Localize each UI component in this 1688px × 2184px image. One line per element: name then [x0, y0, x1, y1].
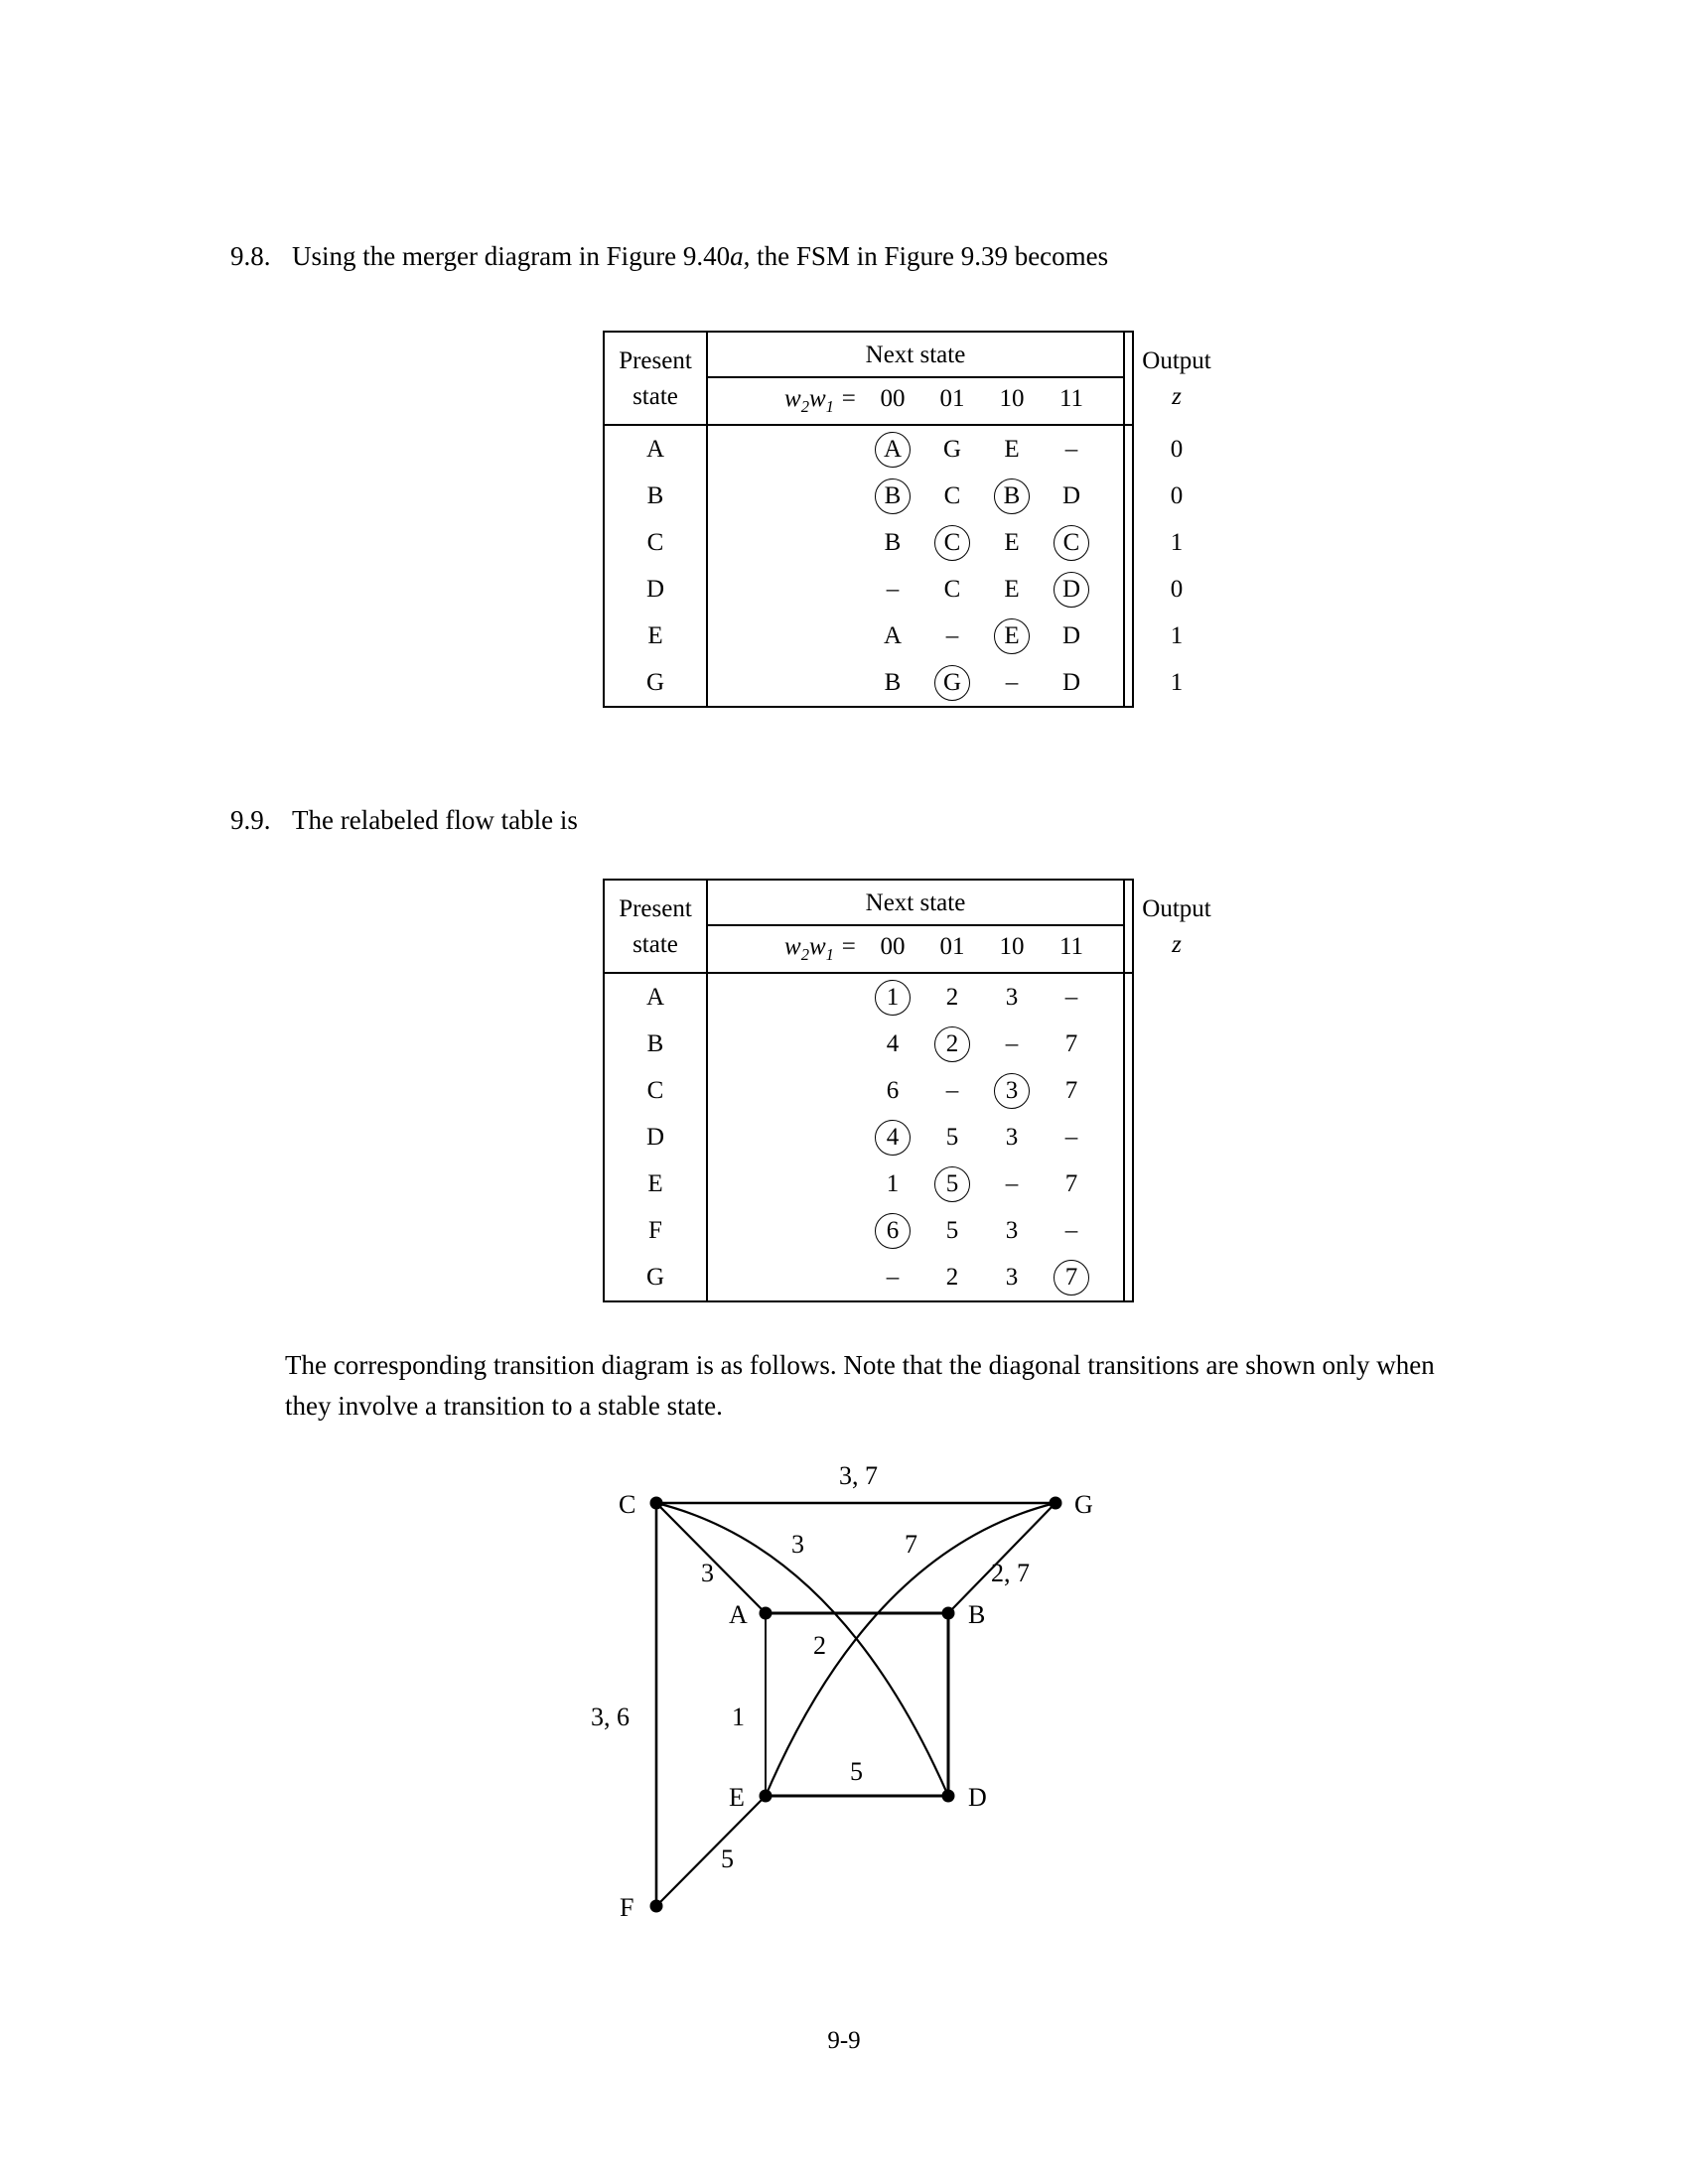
input-prefix-label-2: $w_2w_1$ = — [784, 933, 857, 964]
cell-next-state — [863, 1067, 922, 1114]
next-state-value: 3 — [1005, 1124, 1019, 1151]
problem-9-8-text-after: , the FSM in Figure 9.39 becomes — [743, 241, 1109, 271]
next-state-value: 2 — [945, 984, 959, 1011]
input-col-2-11: 11 — [1058, 933, 1084, 960]
cell-next-state — [922, 566, 982, 613]
next-state-header-group — [708, 333, 1125, 424]
table-row — [605, 1067, 1132, 1114]
next-state-value: – — [1005, 669, 1019, 696]
cell-next-state — [982, 613, 1042, 659]
cell-present-state: A — [605, 974, 708, 1021]
next-state-value: 7 — [1064, 1170, 1078, 1197]
edge-F-E — [656, 1796, 766, 1906]
cell-next-state — [863, 1254, 922, 1300]
stable-state-marker: B — [875, 478, 911, 514]
table-row — [605, 613, 1184, 659]
output-header — [1125, 333, 1228, 424]
next-state-value: 4 — [886, 1030, 900, 1057]
cell-output: 0 — [1170, 436, 1184, 463]
cell-next-state — [922, 426, 982, 473]
next-state-value: 7 — [1064, 1077, 1078, 1104]
next-state-value: D — [1061, 482, 1081, 509]
cell-next-state-group — [708, 1160, 1125, 1207]
table-row — [605, 1207, 1132, 1254]
cell-next-state-group — [708, 1114, 1125, 1160]
cell-next-state — [1042, 1067, 1101, 1114]
edge-label-A-B: 2 — [813, 1631, 826, 1660]
cell-next-state — [982, 519, 1042, 566]
cell-next-state — [863, 473, 922, 519]
problem-9-8-heading — [230, 238, 1108, 274]
cell-next-state — [982, 473, 1042, 519]
stable-state-marker: 6 — [875, 1213, 911, 1249]
cell-present-state: D — [605, 566, 708, 613]
flow-table-2-header — [605, 881, 1211, 974]
cell-output — [1125, 1067, 1228, 1114]
flow-table-1-header — [605, 333, 1211, 426]
cell-next-state-group — [708, 473, 1125, 519]
cell-next-state-group — [708, 1254, 1125, 1300]
input-col-11: 11 — [1058, 385, 1084, 412]
cell-next-state — [863, 519, 922, 566]
cell-next-state — [982, 659, 1042, 706]
cell-next-state-group — [708, 566, 1125, 613]
cell-next-state — [863, 1114, 922, 1160]
stable-state-marker: 2 — [934, 1026, 970, 1062]
stable-state-marker: A — [875, 432, 911, 468]
cell-next-state — [1042, 519, 1101, 566]
cell-next-state — [1042, 473, 1101, 519]
cell-next-state — [1042, 1207, 1101, 1254]
problem-9-9-heading — [230, 802, 578, 838]
cell-present-state: C — [605, 519, 708, 566]
stable-state-marker: 1 — [875, 980, 911, 1016]
input-col-2-00: 00 — [880, 933, 906, 960]
stable-state-marker: D — [1054, 572, 1089, 608]
cell-next-state — [1042, 1021, 1101, 1067]
output-header-2 — [1125, 881, 1228, 972]
cell-next-state — [863, 426, 922, 473]
next-state-value: 7 — [1064, 1030, 1078, 1057]
node-F — [650, 1900, 663, 1913]
cell-next-state-group — [708, 659, 1125, 706]
cell-next-state — [982, 974, 1042, 1021]
next-state-value: – — [945, 622, 959, 649]
cell-next-state — [1042, 1160, 1101, 1207]
cell-next-state-group — [708, 1067, 1125, 1114]
stable-state-marker: 4 — [875, 1120, 911, 1156]
node-C — [650, 1497, 663, 1510]
cell-present-state: F — [605, 1207, 708, 1254]
cell-present-state: G — [605, 659, 708, 706]
cell-next-state — [1042, 974, 1101, 1021]
cell-next-state — [922, 1021, 982, 1067]
stable-state-marker: C — [1054, 525, 1089, 561]
table-row — [605, 566, 1184, 613]
next-state-value: – — [886, 1264, 900, 1291]
node-label-G: G — [1074, 1490, 1093, 1519]
problem-9-9-text: The relabeled flow table is — [292, 805, 578, 835]
node-label-A: A — [729, 1600, 748, 1629]
node-A — [760, 1607, 773, 1620]
cell-next-state — [863, 1021, 922, 1067]
cell-next-state — [982, 1254, 1042, 1300]
edge-label-F-E: 5 — [721, 1844, 734, 1873]
table-row — [605, 473, 1184, 519]
cell-output — [1125, 1114, 1228, 1160]
present-state-header-2 — [605, 881, 708, 972]
next-state-value: A — [883, 622, 903, 649]
next-state-value: 5 — [945, 1217, 959, 1244]
stable-state-marker: C — [934, 525, 970, 561]
present-state-header-2-line1: Present — [619, 895, 692, 922]
edge-label-C-A: 3 — [701, 1559, 714, 1587]
input-columns-header-2 — [708, 926, 1123, 972]
table-row — [605, 659, 1184, 706]
cell-output — [1125, 1160, 1228, 1207]
node-label-E: E — [729, 1783, 745, 1812]
node-D — [942, 1790, 955, 1803]
cell-next-state — [863, 613, 922, 659]
cell-output: 0 — [1170, 482, 1184, 509]
node-E — [760, 1790, 773, 1803]
input-prefix-label: $w_2w_1$ = — [784, 385, 857, 416]
next-state-value: – — [1064, 1124, 1078, 1151]
cell-next-state — [1042, 659, 1101, 706]
page-footer: 9-9 — [827, 2027, 861, 2054]
next-state-value: – — [1005, 1030, 1019, 1057]
cell-next-state — [982, 566, 1042, 613]
cell-output — [1125, 1021, 1228, 1067]
stable-state-marker: B — [994, 478, 1030, 514]
next-state-value: C — [943, 576, 961, 603]
edge-label-G-B: 2, 7 — [991, 1559, 1030, 1587]
input-col-00: 00 — [880, 385, 906, 412]
cell-present-state: G — [605, 1254, 708, 1300]
cell-next-state — [1042, 613, 1101, 659]
cell-next-state — [922, 659, 982, 706]
cell-next-state — [982, 1114, 1042, 1160]
cell-next-state — [922, 1160, 982, 1207]
next-state-header-group-2 — [708, 881, 1125, 972]
flow-table-1-body — [605, 426, 1184, 706]
cell-output: 1 — [1170, 622, 1184, 649]
next-state-value: D — [1061, 669, 1081, 696]
stable-state-marker: 5 — [934, 1166, 970, 1202]
edge-label-C-G: 3, 7 — [839, 1461, 878, 1490]
next-state-value: 3 — [1005, 1264, 1019, 1291]
table-row — [605, 1254, 1132, 1300]
next-state-value: D — [1061, 622, 1081, 649]
output-header-2-label: Output — [1142, 895, 1211, 922]
flow-table-1 — [603, 331, 1211, 708]
cell-present-state: C — [605, 1067, 708, 1114]
table-row — [605, 974, 1132, 1021]
next-state-value: – — [1005, 1170, 1019, 1197]
cell-present-state: A — [605, 426, 708, 473]
transition-diagram-svg — [596, 1439, 1152, 1956]
cell-present-state: B — [605, 1021, 708, 1067]
table-row — [605, 1021, 1132, 1067]
table-row — [605, 426, 1184, 473]
next-state-value: B — [884, 529, 902, 556]
next-state-value: – — [1064, 984, 1078, 1011]
edge-label-E-D: 5 — [850, 1757, 863, 1786]
cell-next-state — [1042, 566, 1101, 613]
problem-9-9-number: 9.9. — [230, 805, 271, 835]
next-state-value: – — [886, 576, 900, 603]
cell-next-state — [922, 1067, 982, 1114]
table-row — [605, 1114, 1132, 1160]
cell-next-state — [863, 974, 922, 1021]
cell-next-state — [1042, 1114, 1101, 1160]
next-state-value: E — [1004, 436, 1020, 463]
cell-next-state — [922, 519, 982, 566]
stable-state-marker: 7 — [1054, 1260, 1089, 1296]
next-state-value: 2 — [945, 1264, 959, 1291]
flow-table-2-body — [605, 974, 1132, 1300]
cell-next-state — [922, 1254, 982, 1300]
next-state-value: – — [1064, 1217, 1078, 1244]
next-state-header: Next state — [708, 333, 1123, 378]
cell-next-state — [982, 1160, 1042, 1207]
cell-next-state — [982, 1207, 1042, 1254]
next-state-header-2: Next state — [708, 881, 1123, 926]
next-state-value: 3 — [1005, 984, 1019, 1011]
cell-present-state: E — [605, 613, 708, 659]
cell-next-state — [863, 566, 922, 613]
table-row — [605, 519, 1184, 566]
cell-output — [1125, 974, 1228, 1021]
input-col-01: 01 — [939, 385, 965, 412]
present-state-header — [605, 333, 708, 424]
output-symbol-2: z — [1172, 930, 1182, 958]
next-state-value: 5 — [945, 1124, 959, 1151]
transition-diagram — [591, 1439, 1152, 1956]
node-G — [1050, 1497, 1062, 1510]
next-state-value: 6 — [886, 1077, 900, 1104]
next-state-value: E — [1004, 576, 1020, 603]
cell-next-state — [922, 1114, 982, 1160]
cell-next-state — [982, 426, 1042, 473]
edge-label-C-D: 3 — [791, 1530, 804, 1559]
cell-output: 1 — [1170, 669, 1184, 696]
next-state-value: – — [1064, 436, 1078, 463]
cell-next-state — [922, 473, 982, 519]
cell-next-state — [1042, 426, 1101, 473]
present-state-header-2-line2: state — [633, 930, 678, 958]
cell-next-state — [863, 1207, 922, 1254]
flow-table-2 — [603, 879, 1211, 1302]
cell-next-state — [863, 659, 922, 706]
cell-next-state — [982, 1021, 1042, 1067]
cell-next-state — [922, 613, 982, 659]
table-row — [605, 1160, 1132, 1207]
problem-9-8-text-before: Using the merger diagram in Figure 9.40 — [292, 241, 731, 271]
cell-next-state-group — [708, 1207, 1125, 1254]
next-state-value: 1 — [886, 1170, 900, 1197]
next-state-value: E — [1004, 529, 1020, 556]
present-state-header-line2: state — [633, 382, 678, 410]
input-col-10: 10 — [999, 385, 1025, 412]
cell-next-state — [1042, 1254, 1101, 1300]
node-label-C: C — [619, 1490, 636, 1519]
cell-next-state — [922, 974, 982, 1021]
edge-label-G-E: 7 — [905, 1530, 917, 1559]
cell-present-state: B — [605, 473, 708, 519]
cell-next-state — [982, 1067, 1042, 1114]
cell-next-state-group — [708, 613, 1125, 659]
stable-state-marker: E — [994, 618, 1030, 654]
cell-output: 0 — [1170, 576, 1184, 603]
input-col-2-10: 10 — [999, 933, 1025, 960]
problem-9-8-number: 9.8. — [230, 241, 271, 271]
present-state-header-line1: Present — [619, 347, 692, 374]
cell-next-state-group — [708, 974, 1125, 1021]
input-col-2-01: 01 — [939, 933, 965, 960]
cell-output: 1 — [1170, 529, 1184, 556]
next-state-value: 3 — [1005, 1217, 1019, 1244]
output-header-label: Output — [1142, 347, 1211, 374]
input-columns-header — [708, 378, 1123, 424]
cell-next-state-group — [708, 519, 1125, 566]
stable-state-marker: 3 — [994, 1073, 1030, 1109]
problem-9-8-italic: a — [730, 241, 744, 271]
edge-label-C-F: 3, 6 — [591, 1703, 630, 1731]
cell-output — [1125, 1254, 1228, 1300]
next-state-value: C — [943, 482, 961, 509]
node-B — [942, 1607, 955, 1620]
next-state-value: – — [945, 1077, 959, 1104]
node-label-F: F — [620, 1893, 634, 1922]
cell-next-state — [863, 1160, 922, 1207]
node-label-D: D — [968, 1783, 987, 1812]
cell-present-state: D — [605, 1114, 708, 1160]
next-state-value: G — [942, 436, 962, 463]
cell-present-state: E — [605, 1160, 708, 1207]
cell-output — [1125, 1207, 1228, 1254]
stable-state-marker: G — [934, 665, 970, 701]
next-state-value: B — [884, 669, 902, 696]
transition-diagram-paragraph: The corresponding transition diagram is as follows. Note that the diagonal transitions are shown only when they involve a transition to a stable state. — [285, 1350, 1435, 1421]
cell-next-state — [922, 1207, 982, 1254]
cell-next-state-group — [708, 1021, 1125, 1067]
cell-next-state-group — [708, 426, 1125, 473]
output-symbol: z — [1172, 382, 1182, 410]
edge-label-A-E: 1 — [732, 1703, 745, 1731]
node-label-B: B — [968, 1600, 986, 1629]
